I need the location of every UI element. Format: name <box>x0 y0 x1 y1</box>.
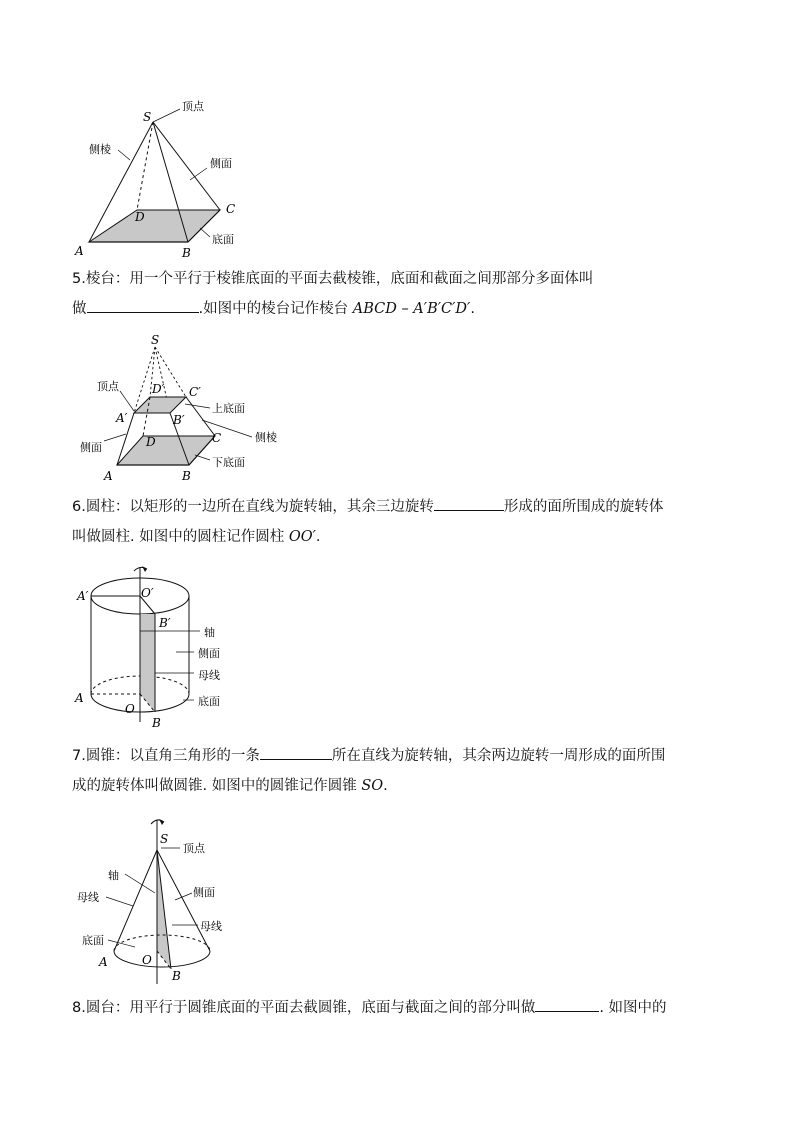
pyramid-label-lateral-face: 侧面 <box>210 157 232 170</box>
cone-point-s: S <box>160 832 169 846</box>
frustum-point-b1: B′ <box>173 413 185 427</box>
pyramid-point-a: A <box>75 244 84 258</box>
frustum-point-c: C <box>212 431 222 445</box>
cylinder-def-end: . <box>315 529 321 545</box>
frustum-notation: ABCD – A′B′C′D′ <box>352 301 471 317</box>
frustum-point-d1: D′ <box>152 382 165 396</box>
pyramid-point-b: B <box>182 246 191 260</box>
frustum-cone-definition <box>72 993 732 1023</box>
cone-label-vertex: 顶点 <box>183 842 205 855</box>
frustum-point-d: D <box>146 435 156 449</box>
cone-notation: SO <box>361 778 384 794</box>
cone-label-lateral-face: 侧面 <box>193 886 215 899</box>
cylinder-point-a: A <box>75 691 84 705</box>
cone-label-generatrix-right: 母线 <box>200 920 222 933</box>
frustum-def-pre: 做 <box>72 301 87 317</box>
cylinder-def-pre: 6.圆柱：以矩形的一边所在直线为旋转轴，其余三边旋转 <box>72 499 434 515</box>
cone-def-end: . <box>383 778 388 794</box>
cone-label-axis: 轴 <box>108 869 119 882</box>
cylinder-def-pre2: 叫做圆柱. 如图中的圆柱记作圆柱 <box>72 529 285 545</box>
frustum-label-vertex: 顶点 <box>97 380 119 393</box>
cylinder-notation: OO′ <box>288 529 316 545</box>
frustum-cone-def-post: . 如图中的 <box>599 1000 667 1016</box>
cylinder-point-b1: B′ <box>159 616 171 630</box>
cone-point-o: O <box>142 953 152 967</box>
pyramid-label-base: 底面 <box>212 233 234 246</box>
cone-point-b: B <box>172 969 181 983</box>
cylinder-label-base: 底面 <box>198 695 220 708</box>
cylinder-point-b: B <box>152 716 161 730</box>
pyramid-label-lateral-edge: 侧棱 <box>89 143 111 156</box>
cone-def-pre: 7.圆锥：以直角三角形的一条 <box>72 748 260 764</box>
cone-point-a: A <box>99 955 108 969</box>
pyramid-point-c: C <box>226 202 236 216</box>
frustum-point-b: B <box>182 469 191 483</box>
cone-label-generatrix-left: 母线 <box>77 891 99 904</box>
frustum-label-lateral-edge: 侧棱 <box>255 431 277 444</box>
frustum-point-a: A <box>104 469 113 483</box>
cone-def-pre2: 成的旋转体叫做圆锥. 如图中的圆锥记作圆锥 <box>72 778 357 794</box>
frustum-point-a1: A′ <box>116 411 128 425</box>
pyramid-label-vertex: 顶点 <box>182 100 204 113</box>
frustum-point-s: S <box>151 333 160 347</box>
cylinder-point-o1: O′ <box>141 586 154 600</box>
cylinder-label-lateral-face: 侧面 <box>198 647 220 660</box>
frustum-cone-answer-blank[interactable] <box>535 994 599 1012</box>
cylinder-label-generatrix: 母线 <box>198 669 220 682</box>
cone-def-post: 所在直线为旋转轴，其余两边旋转一周形成的面所围 <box>331 748 666 764</box>
frustum-cone-def-line1 <box>72 993 732 1023</box>
cylinder-label-axis: 轴 <box>204 626 215 639</box>
frustum-def-line1: 5.棱台：用一个平行于棱锥底面的平面去截棱锥，底面和截面之间那部分多面体叫 <box>72 271 594 287</box>
cylinder-point-a1: A′ <box>77 589 89 603</box>
frustum-def-post: .如图中的棱台记作棱台 <box>198 301 349 317</box>
pyramid-point-s: S <box>143 110 152 124</box>
frustum-label-lower-base: 下底面 <box>212 456 245 469</box>
cone-label-base: 底面 <box>82 934 104 947</box>
frustum-label-lateral-face: 侧面 <box>80 441 102 454</box>
pyramid-point-d: D <box>135 210 145 224</box>
frustum-label-upper-base: 上底面 <box>212 402 245 415</box>
cylinder-def-post: 形成的面所围成的旋转体 <box>503 499 664 515</box>
frustum-def-end: . <box>470 301 475 317</box>
cylinder-point-o: O <box>125 702 135 716</box>
frustum-cone-def-pre: 8.圆台：用平行于圆锥底面的平面去截圆锥，底面与截面之间的部分叫做 <box>72 1000 536 1016</box>
frustum-point-c1: C′ <box>189 385 201 399</box>
